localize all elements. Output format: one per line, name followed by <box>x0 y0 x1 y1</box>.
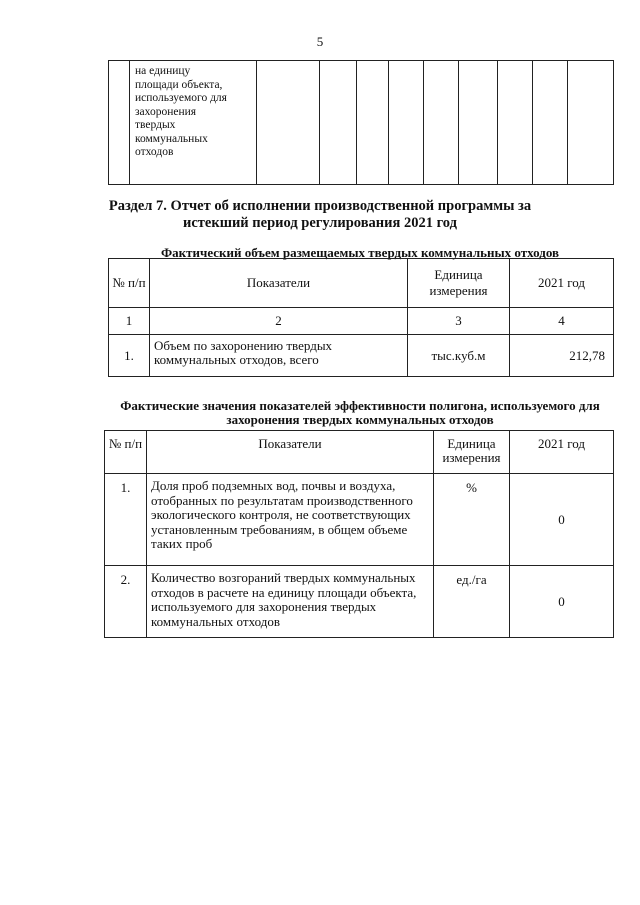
row-number: 1. <box>109 335 150 377</box>
continuation-table <box>108 60 614 185</box>
row-unit: % <box>434 474 510 566</box>
row-value: 0 <box>510 474 614 566</box>
col-number: 1 <box>109 308 150 335</box>
row-value: 212,78 <box>510 335 614 377</box>
efficiency-table <box>104 430 614 638</box>
row-indicator: Объем по захоронению твердых коммунальных отходов, всего <box>150 335 408 377</box>
col-header-year: 2021 год <box>510 259 614 308</box>
col-header-indicator: Показатели <box>150 259 408 308</box>
col-number: 3 <box>408 308 510 335</box>
table-header-row <box>109 259 614 308</box>
table2-title: Фактические значения показателей эффективности полигона, используемого для захоронения твердых коммунальных отходов <box>120 398 600 427</box>
table-row <box>109 335 614 377</box>
table1-title: Фактический объем размещаемых твердых коммунальных отходов <box>160 245 560 260</box>
continuation-text: на единицу площади объекта, используемого для захоронения твердых коммунальных отходов <box>130 61 257 185</box>
volume-table <box>108 258 614 377</box>
col-number: 4 <box>510 308 614 335</box>
col-header-unit: Единица измерения <box>408 259 510 308</box>
row-indicator: Доля проб подземных вод, почвы и воздуха, отобранных по результатам производственного экологического контроля, не соответствующих установленным требованиям, в общем объеме таких проб <box>147 474 434 566</box>
row-value: 0 <box>510 566 614 638</box>
col-number: 2 <box>150 308 408 335</box>
table-numbering-row <box>109 308 614 335</box>
row-number: 2. <box>105 566 147 638</box>
row-unit: ед./га <box>434 566 510 638</box>
table-row <box>105 566 614 638</box>
row-unit: тыс.куб.м <box>408 335 510 377</box>
row-number: 1. <box>105 474 147 566</box>
col-header-unit: Единица измерения <box>434 431 510 474</box>
page-number: 5 <box>316 34 324 49</box>
row-indicator: Количество возгораний твердых коммунальных отходов в расчете на единицу площади объекта, используемого для захоронения твердых коммунальных отходов <box>147 566 434 638</box>
table-header-row <box>105 431 614 474</box>
col-header-year: 2021 год <box>510 431 614 474</box>
table-row <box>109 61 614 185</box>
col-header-number: № п/п <box>109 259 150 308</box>
col-header-indicator: Показатели <box>147 431 434 474</box>
table-row <box>105 474 614 566</box>
section-heading: Раздел 7. Отчет об исполнении производственной программы за истекший период регулирования 2021 год <box>108 198 532 231</box>
col-header-number: № п/п <box>105 431 147 474</box>
